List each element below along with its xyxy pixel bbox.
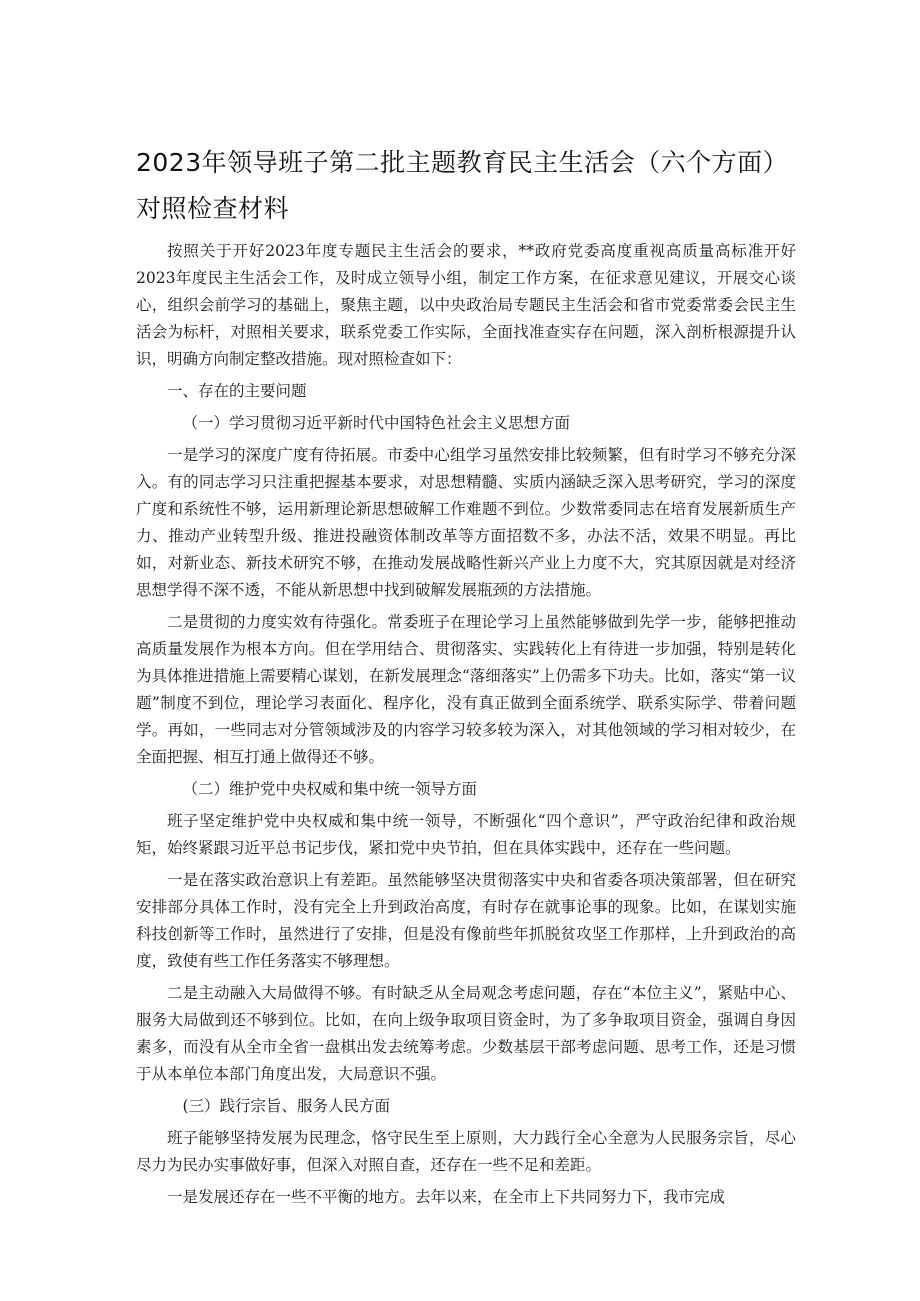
paragraph: 二是主动融入大局做得不够。有时缺乏从全局观念考虑问题，存在“本位主义”，紧贴中心、服务大局做到还不够到位。比如，在向上级争取项目资金时，为了多争取项目资金，强调自身因素多，而没有从全市全省一盘棋出发去统筹考虑。少数基层干部考虑问题、思考工作，还是习惯于从本单位本部门角度出发，大局意识不强。 — [136, 984, 796, 1083]
paragraph: 二是贯彻的力度实效有待强化。常委班子在理论学习上虽然能够做到先学一步，能够把推动高质量发展作为根本方向。但在学用结合、贯彻落实、实践转化上有待进一步加强，特别是转化为具体推进措施上需要精心谋划，在新发展理念“落细落实”上仍需多下功夫。比如，落实“第一议题”制度不到位，理论学习表面化、程序化，没有真正做到全面系统学、联系实际学、带着问题学。再如，一些同志对分管领域涉及的内容学习较多较为深入，对其他领域的学习相对较少，在全面把握、相互打通上做得还不够。 — [136, 613, 796, 766]
paragraph: 一是学习的深度广度有待拓展。市委中心组学习虽然安排比较频繁，但有时学习不够充分深入。有的同志学习只注重把握基本要求，对思想精髓、实质内涵缺乏深入思考研究，学习的深度广度和系统性不够，运用新理论新思想破解工作难题不到位。少数常委同志在培育发展新质生产力、推动产业转型升级、推进投融资体制改革等方面招数不多，办法不活，效果不明显。再比如，对新业态、新技术研究不够，在推动发展战略性新兴产业上力度不大，究其原因就是对经济思想学得不深不透，不能从新思想中找到破解发展瓶颈的方法措施。 — [136, 446, 796, 599]
paragraph-intro: 按照关于开好2023年度专题民主生活会的要求，**政府党委高度重视高质量高标准开好2023年度民主生活会工作，及时成立领导小组，制定工作方案，在征求意见建议，开展交心谈心，组织会前学习的基础上，聚焦主题，以中央政治局专题民主生活会和省市党委常委会民主生活会为标杆，对照相关要求，联系党委工作实际，全面找准查实存在问题，深入剖析根源提升认识，明确方向制定整改措施。现对照检查如下： — [136, 242, 796, 368]
paragraph: 一是在落实政治意识上有差距。虽然能够坚决贯彻落实中央和省委各项决策部署，但在研究安排部分具体工作时，没有完全上升到政治高度，有时存在就事论事的现象。比如，在谋划实施科技创新等工作时，虽然进行了安排，但是没有像前些年抓脱贫攻坚工作那样，上升到政治的高度，致使有些工作任务落实不够理想。 — [136, 871, 796, 970]
subsection-heading-3: (三）践行宗旨、服务人民方面 — [182, 1097, 391, 1115]
paragraph: 一是发展还存在一些不平衡的地方。去年以来，在全市上下共同努力下，我市完成 — [167, 1188, 726, 1206]
paragraph: 班子能够坚持发展为民理念，恪守民生至上原则，大力践行全心全意为人民服务宗旨，尽心尽力为民办实事做好事，但深入对照自查，还存在一些不足和差距。 — [136, 1129, 796, 1174]
document-title: 2023年领导班子第二批主题教育民主生活会（六个方面）对照检查材料 — [136, 148, 789, 223]
document-body — [136, 238, 796, 1216]
subsection-heading-2: （二）维护党中央权威和集中统一领导方面 — [182, 780, 478, 798]
subsection-heading-1: （一）学习贯彻习近平新时代中国特色社会主义思想方面 — [182, 414, 571, 432]
paragraph: 班子坚定维护党中央权威和集中统一领导，不断强化“四个意识”，严守政治纪律和政治规矩，始终紧跟习近平总书记步伐，紧扣党中央节拍，但在具体实践中，还存在一些问题。 — [136, 812, 796, 857]
section-heading-main-problems: 一、存在的主要问题 — [167, 382, 307, 400]
